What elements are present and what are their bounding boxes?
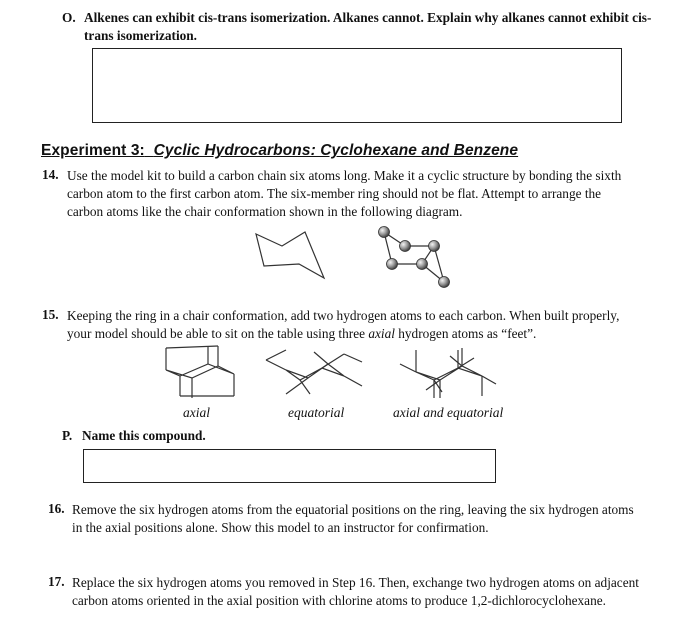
step-16-line: Remove the six hydrogen atoms from the equatorial positions on the ring, leaving the six hydrogen atoms bbox=[72, 502, 634, 517]
axial-and-equatorial-diagram bbox=[398, 344, 498, 400]
step-17-line: carbon atoms oriented in the axial position with chlorine atoms to produce 1,2-dichlorocyclohexane. bbox=[72, 593, 606, 608]
equatorial-bond bbox=[266, 360, 286, 370]
ball-and-stick-chair-model bbox=[372, 224, 462, 294]
answer-box-p[interactable] bbox=[83, 449, 496, 483]
atom-ball bbox=[417, 259, 428, 270]
question-o-text-line2: trans isomerization. bbox=[84, 28, 198, 43]
step-17-line: Replace the six hydrogen atoms you removed in Step 16. Then, exchange two hydrogen atoms on adjacent bbox=[72, 575, 639, 590]
combined-equatorial-bond bbox=[450, 356, 462, 366]
step-14-line: Use the model kit to build a carbon chain six atoms long. Make it a cyclic structure by bonding the sixth bbox=[67, 168, 622, 183]
equatorial-bond bbox=[314, 352, 328, 364]
step-14-line: carbon atom to the first carbon atom. The six-member ring should not be flat. Attempt to arrange the bbox=[67, 186, 602, 201]
step-15-number: 15. bbox=[42, 307, 59, 322]
step-15-line2-a: your model should be able to sit on the table using three bbox=[67, 326, 369, 341]
equatorial-hydrogens-diagram bbox=[264, 346, 364, 398]
caption-axial-and-equatorial: axial and equatorial bbox=[393, 405, 504, 420]
equatorial-chair-ring bbox=[286, 364, 344, 380]
caption-axial: axial bbox=[183, 405, 210, 420]
axial-hydrogens-diagram bbox=[152, 344, 244, 400]
atom-ball bbox=[429, 241, 440, 252]
combined-chair-ring bbox=[416, 366, 482, 380]
equatorial-bond bbox=[300, 380, 310, 394]
step-16-line: in the axial positions alone. Show this model to an instructor for confirmation. bbox=[72, 520, 489, 535]
question-p-text: Name this compound. bbox=[82, 428, 206, 443]
combined-equatorial-bond bbox=[458, 358, 474, 368]
caption-equatorial: equatorial bbox=[288, 405, 345, 420]
equatorial-bond bbox=[344, 354, 362, 362]
question-o-text-line1: Alkenes can exhibit cis-trans isomerization. Alkanes cannot. Explain why alkanes cannot exhibit cis- bbox=[84, 10, 652, 25]
step-14-line: carbon atoms like the chair conformation shown in the following diagram. bbox=[67, 204, 463, 219]
question-o-label: O. bbox=[62, 10, 76, 25]
axial-chair-ring bbox=[166, 364, 234, 378]
step-15-line2 bbox=[67, 325, 639, 343]
step-14-number: 14. bbox=[42, 167, 59, 182]
step-15-line1: Keeping the ring in a chair conformation, add two hydrogen atoms to each carbon. When built properly, bbox=[67, 308, 620, 323]
chair-conformation-diagram bbox=[250, 224, 330, 284]
step-15-text bbox=[67, 307, 639, 343]
atom-ball bbox=[439, 277, 450, 288]
chair-ring-outline bbox=[256, 232, 324, 278]
atom-ball bbox=[379, 227, 390, 238]
answer-box-o[interactable] bbox=[92, 48, 622, 123]
equatorial-bond bbox=[344, 376, 362, 386]
step-16-text bbox=[72, 501, 642, 537]
step-15-line2-italic: axial bbox=[368, 326, 395, 341]
step-14-text bbox=[67, 167, 639, 221]
step-17-number: 17. bbox=[48, 574, 65, 589]
experiment-prefix: Experiment 3: bbox=[41, 142, 145, 159]
step-16-number: 16. bbox=[48, 501, 65, 516]
axial-bond bbox=[166, 346, 218, 348]
experiment-heading bbox=[41, 142, 518, 160]
question-p-label: P. bbox=[62, 428, 73, 443]
atom-ball bbox=[400, 241, 411, 252]
atom-ball bbox=[387, 259, 398, 270]
equatorial-bond bbox=[266, 350, 286, 360]
experiment-title: Cyclic Hydrocarbons: Cyclohexane and Benzene bbox=[153, 142, 519, 159]
step-15-line2-b: hydrogen atoms as “feet”. bbox=[394, 326, 537, 341]
step-17-text bbox=[72, 574, 642, 610]
combined-equatorial-bond bbox=[482, 376, 496, 384]
combined-equatorial-bond bbox=[400, 364, 416, 372]
